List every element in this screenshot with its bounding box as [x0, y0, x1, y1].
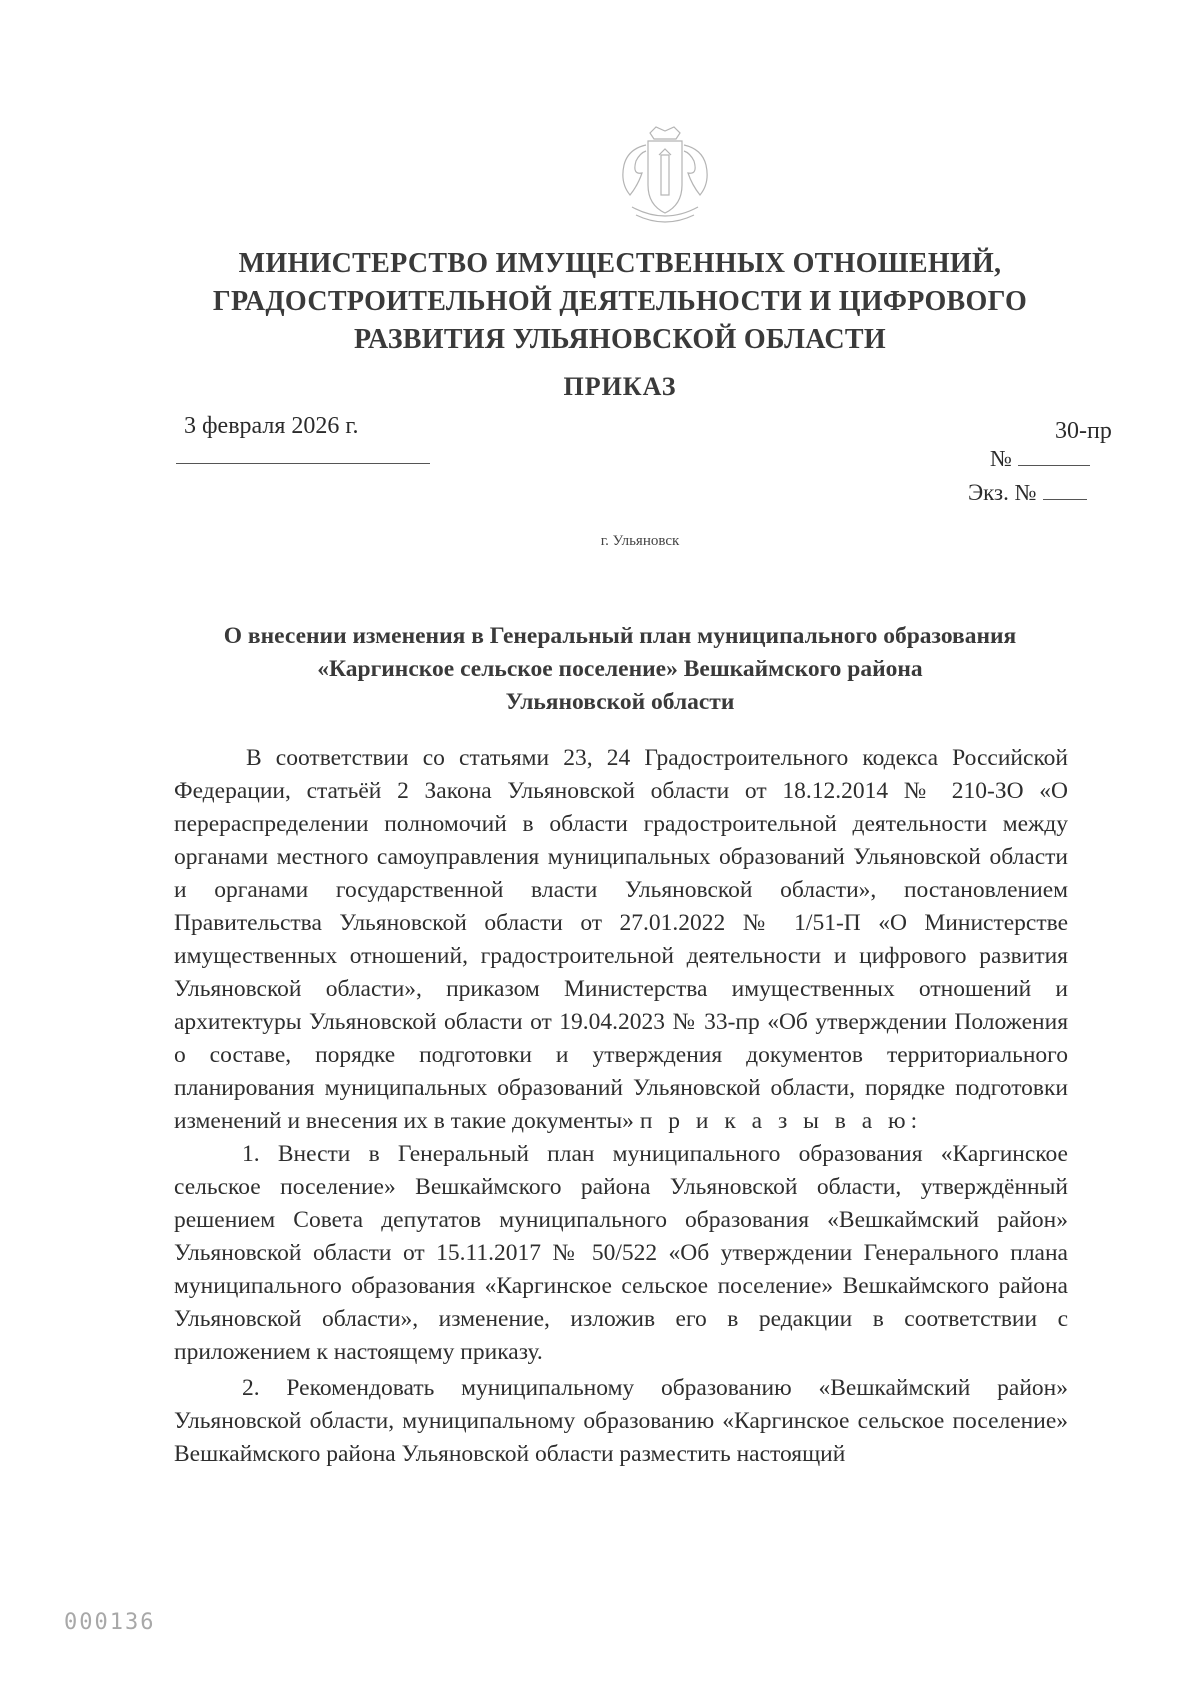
ministry-name-line-1: МИНИСТЕРСТВО ИМУЩЕСТВЕННЫХ ОТНОШЕНИЙ, — [238, 248, 1002, 279]
page-stamp-number: 000136 — [64, 1610, 156, 1635]
order-number-label: № — [990, 446, 1012, 471]
date-underline — [176, 463, 430, 464]
order-item-2: 2. Рекомендовать муниципальному образованию «Вешкаймский район» Ульяновской области, муниципальному образованию «Каргинское сельское поселение» Вешкаймского района Ульяновской области разместить настоящий — [174, 1375, 1068, 1467]
order-subject-line-3: Ульяновской области — [505, 689, 735, 715]
document-type: ПРИКАЗ — [563, 372, 677, 401]
order-subject — [160, 620, 1080, 719]
order-subject-line-2: «Каргинское сельское поселение» Вешкаймского района — [317, 656, 923, 682]
copy-number-field — [968, 480, 1087, 506]
copy-number-label: Экз. № — [968, 480, 1037, 505]
ministry-name-line-3: РАЗВИТИЯ УЛЬЯНОВСКОЙ ОБЛАСТИ — [354, 324, 886, 355]
order-subject-line-1: О внесении изменения в Генеральный план муниципального образования — [223, 623, 1017, 649]
order-date: 3 февраля 2026 г. — [184, 413, 359, 439]
order-number-field — [990, 446, 1090, 472]
ministry-name — [180, 245, 1060, 359]
preamble-paragraph — [174, 742, 1068, 1138]
ulyanovsk-coat-of-arms-icon — [610, 125, 720, 231]
ministry-name-line-2: ГРАДОСТРОИТЕЛЬНОЙ ДЕЯТЕЛЬНОСТИ И ЦИФРОВОГО — [212, 286, 1028, 317]
city-label: г. Ульяновск — [600, 533, 680, 549]
order-number-value: 30-пр — [1055, 418, 1112, 444]
order-body — [174, 742, 1068, 1471]
order-item-1: 1. Внести в Генеральный план муниципального образования «Каргинское сельское поселение» Вешкаймского района Ульяновской области, утверждённый решением Совета депутатов муниципального образования «Вешкаймский район» Ульяновской области от 15.11.2017 № 50/522 «Об утверждении Генерального плана муниципального образования «Каргинское сельское поселение» Вешкаймского района Ульяновской области», изменение, изложив его в редакции в соответствии с приложением к настоящему приказу. — [174, 1141, 1068, 1365]
order-word: п р и к а з ы в а ю: — [639, 1108, 923, 1134]
order-number-underline — [1018, 447, 1090, 466]
copy-number-underline — [1043, 481, 1087, 500]
preamble-text: В соответствии со статьями 23, 24 Градостроительного кодекса Российской Федерации, статьёй 2 Закона Ульяновской области от 18.12.2014 № 210-ЗО «О перераспределении полномочий в области градостроительной деятельности между органами местного самоуправления муниципальных образований Ульяновской области и органами государственной власти Ульяновской области», постановлением Правительства Ульяновской области от 27.01.2022 № 1/51-П «О Министерстве имущественных отношений, градостроительной деятельности и цифрового развития Ульяновской области», приказом Министерства имущественных отношений и архитектуры Ульяновской области от 19.04.2023 № 33-пр «Об утверждении Положения о составе, порядке подготовки и утверждения документов территориального планирования муниципальных образований Ульяновской области, порядке подготовки изменений и внесения их в такие документы» — [174, 745, 1068, 1134]
